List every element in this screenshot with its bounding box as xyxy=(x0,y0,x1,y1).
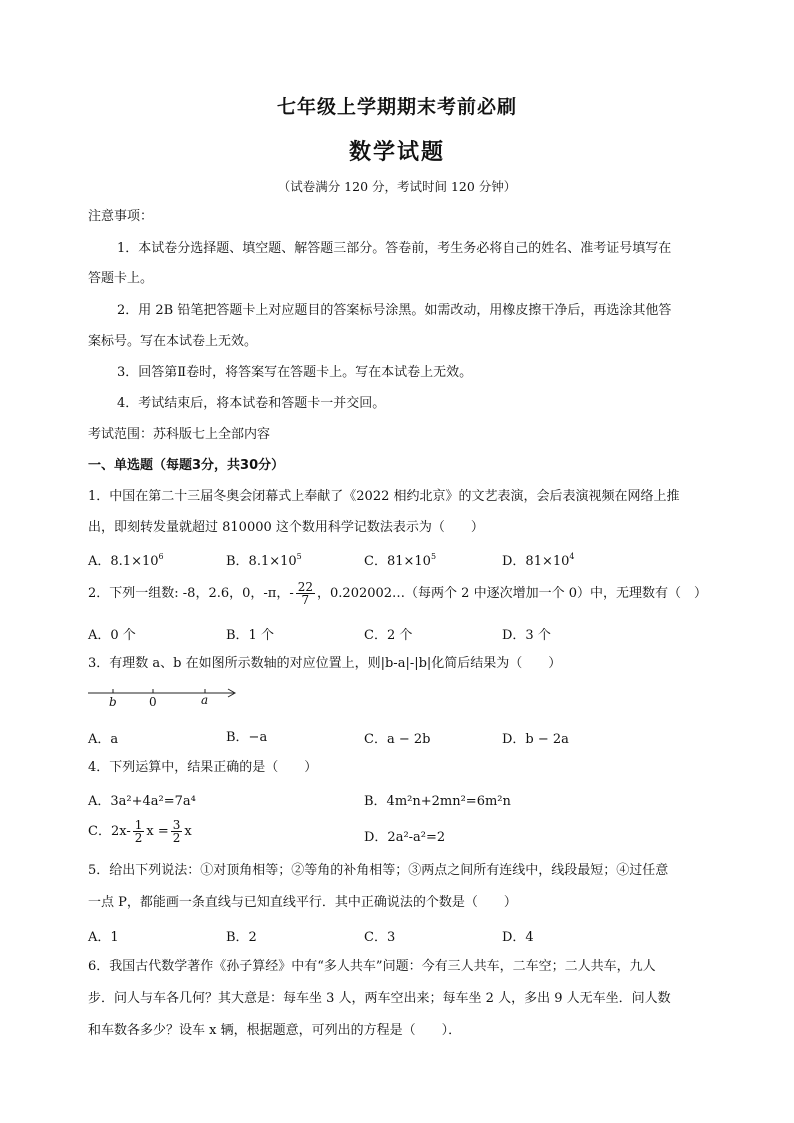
q3-option-b: B．−a xyxy=(226,730,268,745)
q2-option-c: C．2 个 xyxy=(364,628,413,643)
q5-option-d: D．4 xyxy=(502,930,534,945)
q4-option-b: B．4m²n+2mn²=6m²n xyxy=(364,794,511,809)
q3-axis-label-a: a xyxy=(201,693,209,707)
notice-item-1-cont: 答题卡上。 xyxy=(88,271,154,286)
exam-scope: 考试范围：苏科版七上全部内容 xyxy=(88,427,271,442)
notice-item-2-cont: 案标号。写在本试卷上无效。 xyxy=(88,334,258,349)
q6-line-2: 步．问人与车各几何？其大意是：每车坐 3 人，两车空出来；每车坐 2 人，多出 9 人无车坐．问人数 xyxy=(88,991,671,1006)
q4-option-a: A．3a²+4a²=7a⁴ xyxy=(88,794,196,809)
q2-text: 2．下列一组数: -8，2.6，0，-π，- $\frac{22}{7}$ ，0.202002…（每两个 2 中逐次增加一个 0）中，无理数有（ ） xyxy=(88,580,707,607)
q4-option-c: C．2x- $\frac{1}{2}$ x = $\frac{3}{2}$ x xyxy=(88,818,192,845)
q3-text: 3．有理数 a、b 在如图所示数轴的对应位置上，则|b-a|-|b|化简后结果为（ ） xyxy=(88,656,562,671)
q2-option-a: A．0 个 xyxy=(88,628,136,643)
section-heading: 一、单选题（每题3分，共30分） xyxy=(88,458,285,473)
q3-option-c: C．a − 2b xyxy=(364,732,431,747)
q2-option-b: B．1 个 xyxy=(226,628,274,643)
q4-text: 4．下列运算中，结果正确的是（ ） xyxy=(88,760,318,775)
exam-title: 七年级上学期期末考前必刷 xyxy=(276,96,517,118)
q5-line-1: 5．给出下列说法：①对顶角相等；②等角的补角相等；③两点之间所有连线中，线段最短；④过任意 xyxy=(88,863,669,878)
q2-option-d: D．3 个 xyxy=(502,628,551,643)
notice-item-4: 4．考试结束后，将本试卷和答题卡一并交回。 xyxy=(117,396,386,411)
notice-item-1: 1．本试卷分选择题、填空题、解答题三部分。答卷前，考生务必将自己的姓名、准考证号填写在 xyxy=(117,241,672,256)
notice-item-3: 3．回答第Ⅱ卷时，将答案写在答题卡上。写在本试卷上无效。 xyxy=(117,365,473,380)
q3-option-a: A．a xyxy=(88,732,119,747)
q2-fraction: $\frac{22}{7}$ xyxy=(297,580,314,607)
notice-item-2: 2．用 2B 铅笔把答题卡上对应题目的答案标号涂黑。如需改动，用橡皮擦干净后，再选涂其他答 xyxy=(117,303,672,318)
notice-heading: 注意事项： xyxy=(88,209,154,224)
q6-line-3: 和车数各多少？设车 x 辆，根据题意，可列出的方程是（ ）． xyxy=(88,1023,462,1038)
q1-line-2: 出，即刻转发量就超过 810000 这个数用科学记数法表示为（ ） xyxy=(88,520,484,535)
exam-subject-title: 数学试题 xyxy=(348,140,445,165)
q1-line-1: 1．中国在第二十三届冬奥会闭幕式上奉献了《2022 相约北京》的文艺表演，会后表演视频在网络上推 xyxy=(88,489,680,504)
q5-option-b: B．2 xyxy=(226,930,257,945)
q1-option-a: A．$8.1\times 10^6$ xyxy=(88,552,164,569)
q3-axis-label-b: b xyxy=(109,695,117,709)
exam-time-note: （试卷满分 120 分，考试时间 120 分钟） xyxy=(277,179,517,194)
q6-line-1: 6．我国古代数学著作《孙子算经》中有“多人共车”问题：今有三人共车，二车空；二人共车，九人 xyxy=(88,959,656,974)
q1-option-d: D．$81\times 10^4$ xyxy=(502,552,575,569)
q1-option-c: C．$81\times 10^5$ xyxy=(364,552,437,569)
q3-option-d: D．b − 2a xyxy=(502,732,569,747)
q5-option-a: A．1 xyxy=(88,930,119,945)
q3-axis-label-0: 0 xyxy=(149,695,157,709)
q4-option-d: D．2a²-a²=2 xyxy=(364,830,446,845)
q5-line-2: 一点 P，都能画一条直线与已知直线平行．其中正确说法的个数是（ ） xyxy=(88,895,517,910)
q5-option-c: C．3 xyxy=(364,930,396,945)
q1-option-b: B．$8.1\times 10^5$ xyxy=(226,552,302,569)
